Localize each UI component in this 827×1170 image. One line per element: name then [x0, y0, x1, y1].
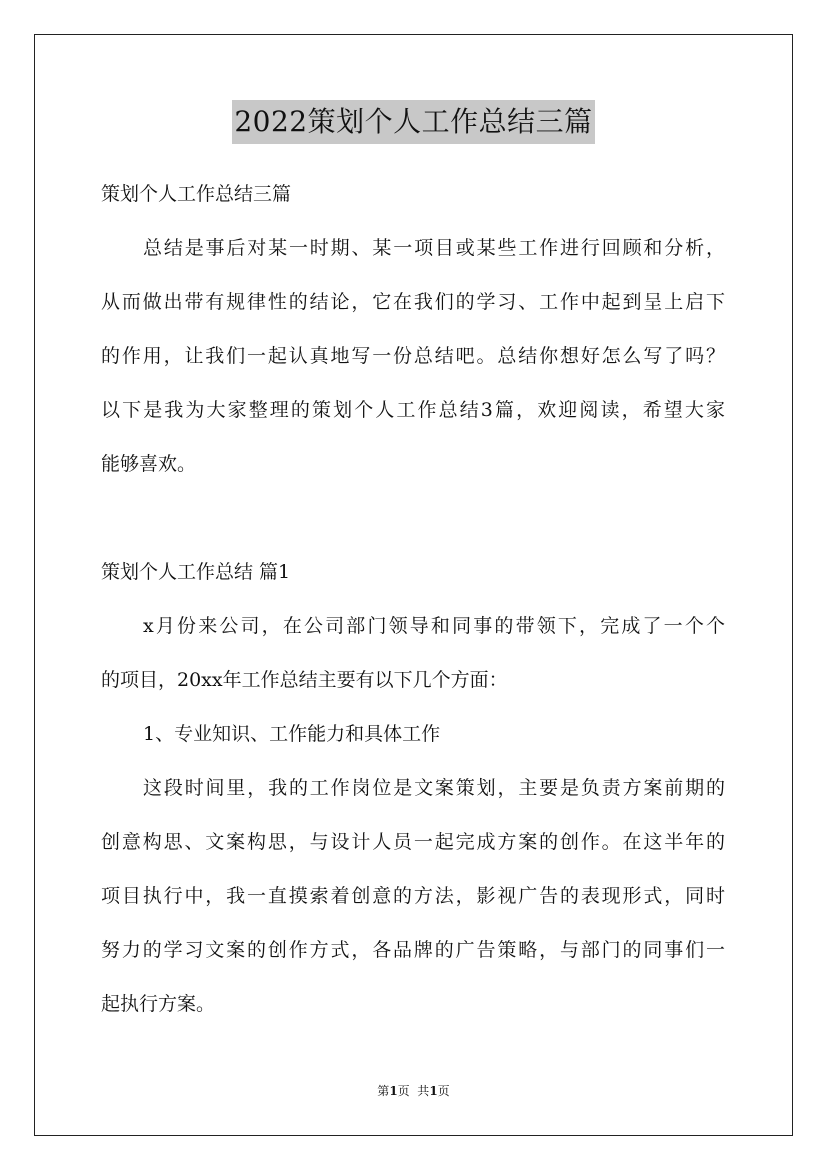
footer-page-current: 1: [389, 1084, 398, 1098]
intro-line-3: 的作用，让我们一起认真地写一份总结吧。总结你想好怎么写了吗？: [101, 345, 725, 367]
footer-page-total: 1: [429, 1084, 438, 1098]
intro-line-5: 能够喜欢。: [101, 453, 197, 475]
intro-line-2: 从而做出带有规律性的结论，它在我们的学习、工作中起到呈上启下: [101, 291, 725, 313]
footer-page-suffix: 页: [437, 1084, 450, 1098]
section-line-7: 努力的学习文案的创作方式，各品牌的广告策略，与部门的同事们一: [101, 939, 725, 961]
footer-page-mid: 页 共: [397, 1084, 430, 1098]
intro-line-4: 以下是我为大家整理的策划个人工作总结3篇，欢迎阅读，希望大家: [101, 399, 725, 421]
section-heading: 策划个人工作总结 篇1: [101, 561, 291, 583]
section-line-1: x月份来公司，在公司部门领导和同事的带领下，完成了一个个: [143, 615, 725, 637]
section-list-item: 1、专业知识、工作能力和具体工作: [143, 723, 441, 745]
document-subtitle: 策划个人工作总结三篇: [101, 183, 292, 205]
title-container: [0, 100, 827, 144]
section-line-8: 起执行方案。: [101, 993, 216, 1015]
document-title: 2022策划个人工作总结三篇: [232, 100, 594, 144]
intro-line-1: 总结是事后对某一时期、某一项目或某些工作进行回顾和分析，: [143, 237, 725, 259]
footer-page-prefix: 第: [377, 1084, 390, 1098]
section-line-6: 项目执行中，我一直摸索着创意的方法，影视广告的表现形式，同时: [101, 885, 725, 907]
page-footer: [0, 1082, 827, 1100]
section-line-5: 创意构思、文案构思，与设计人员一起完成方案的创作。在这半年的: [101, 831, 725, 853]
section-line-2: 的项目，20xx年工作总结主要有以下几个方面：: [101, 669, 508, 691]
section-line-4: 这段时间里，我的工作岗位是文案策划，主要是负责方案前期的: [143, 777, 725, 799]
